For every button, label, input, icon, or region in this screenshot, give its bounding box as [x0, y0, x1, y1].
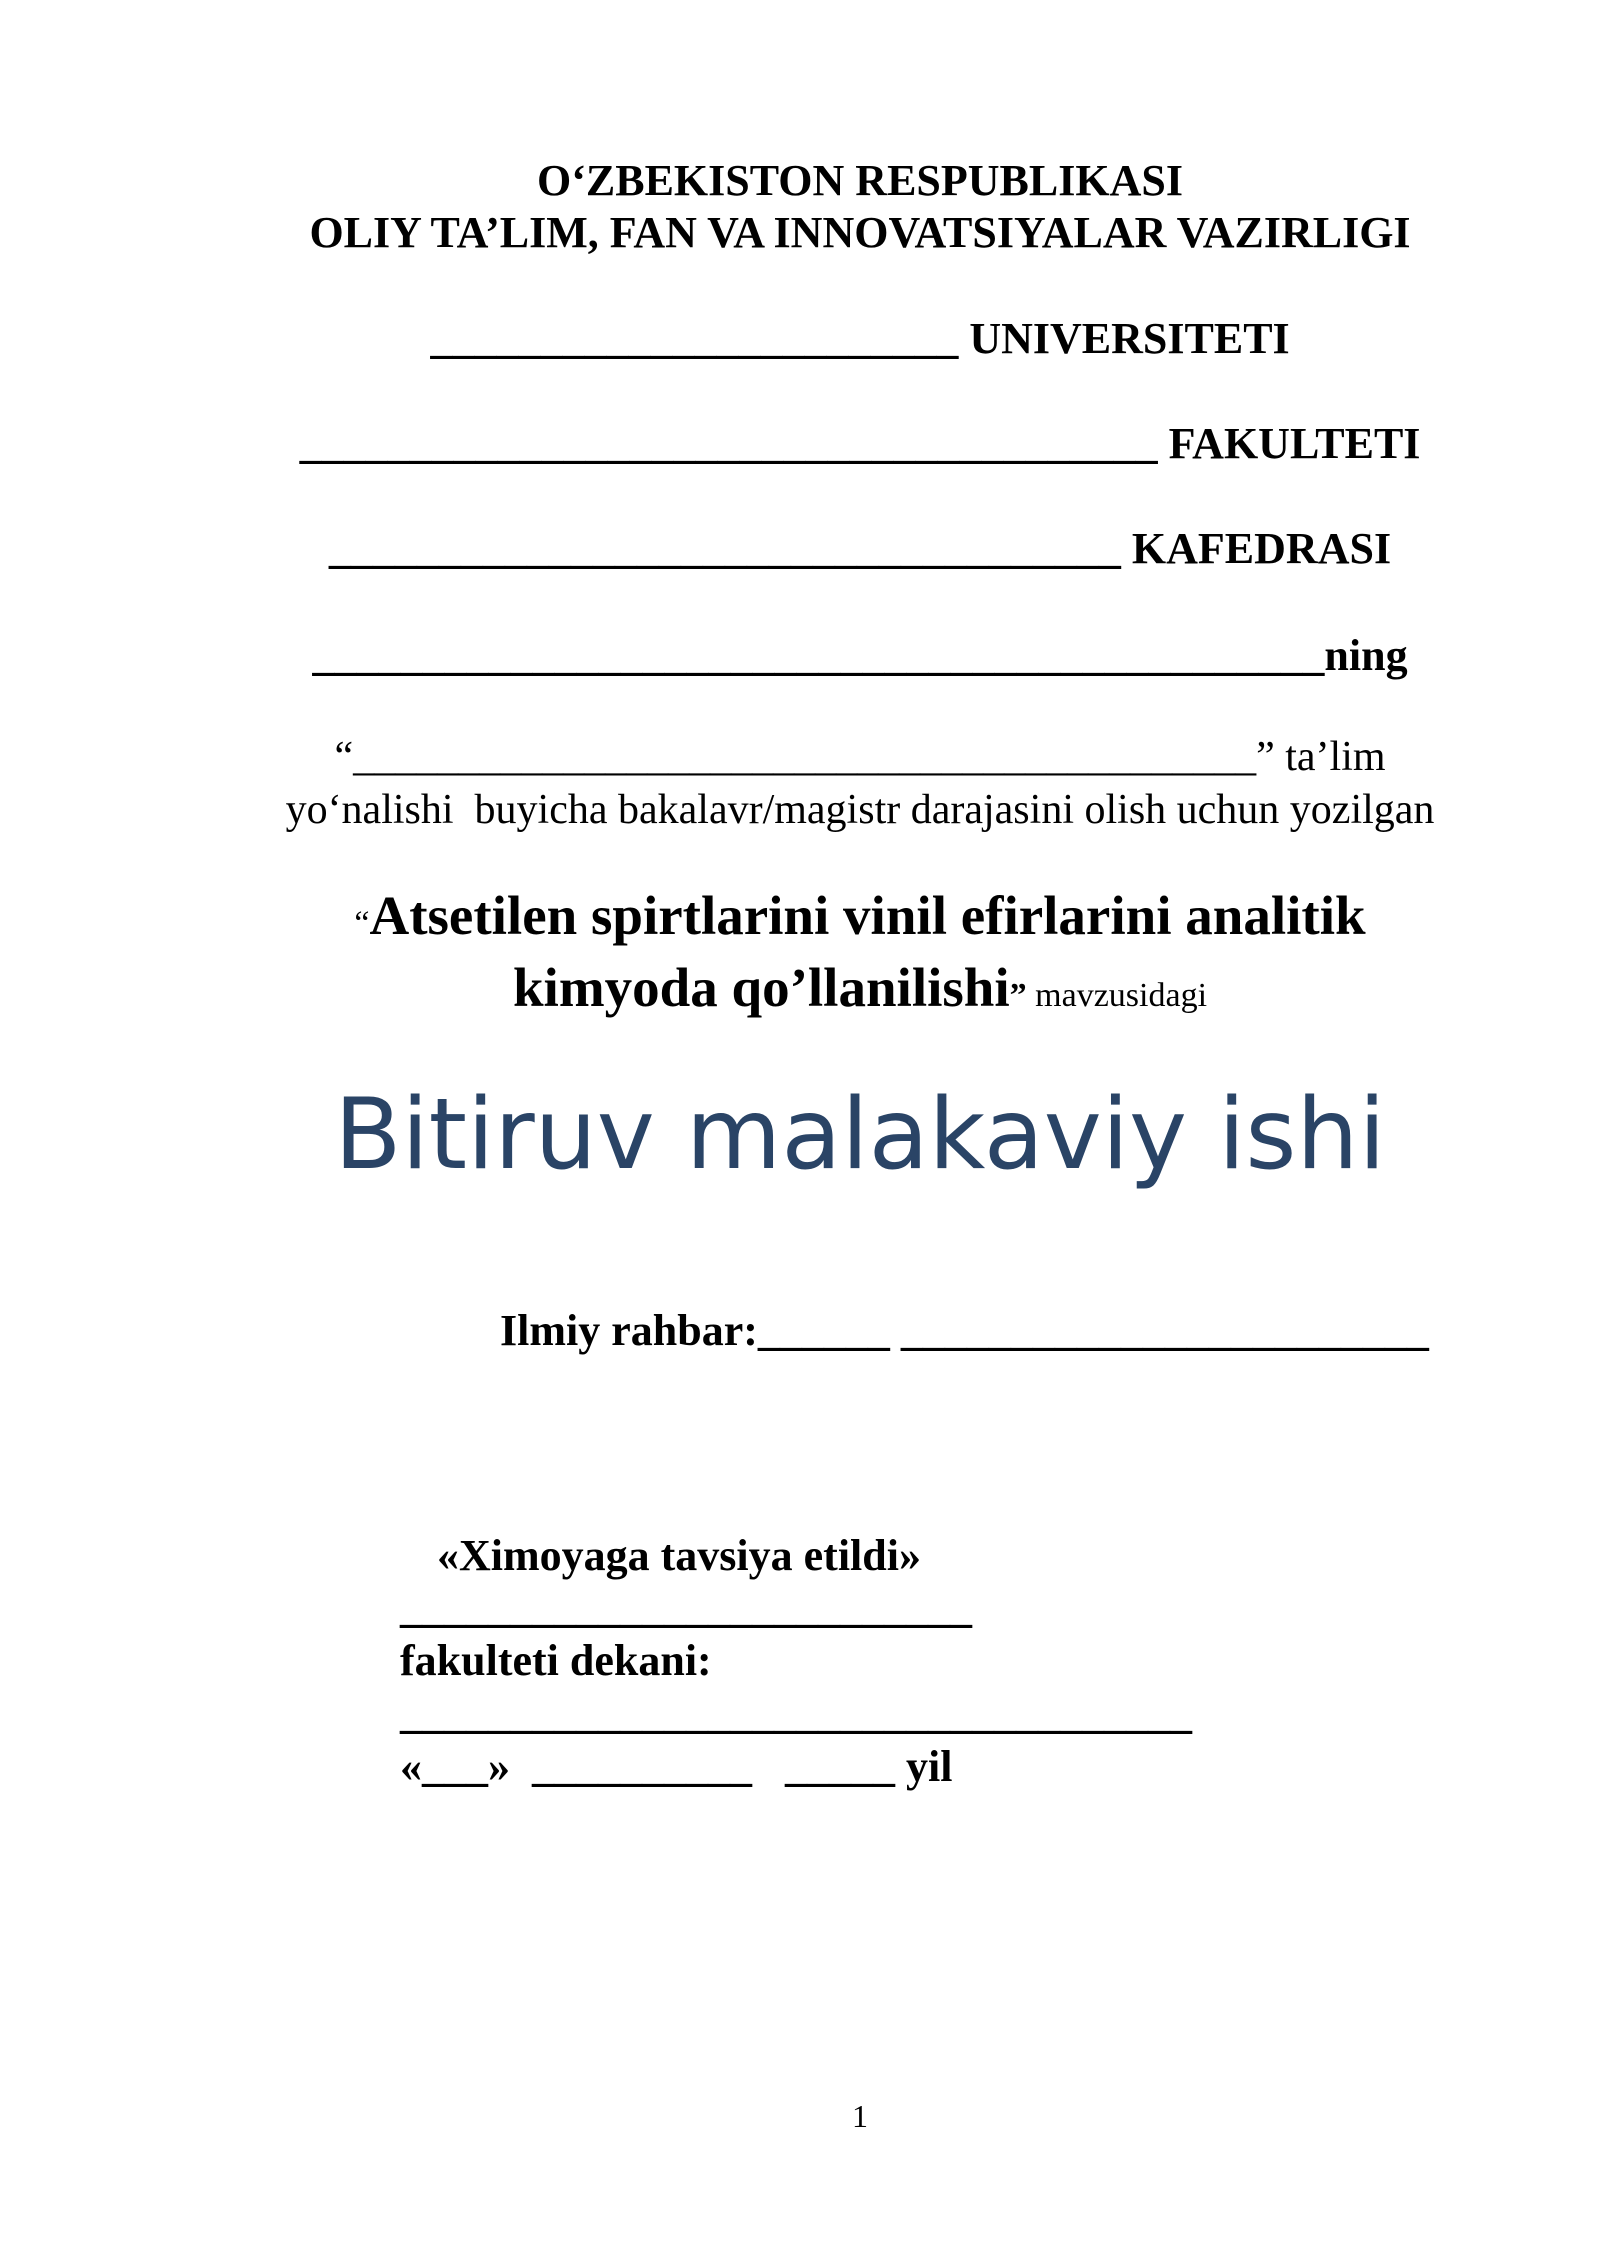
thesis-topic-line-1: [0, 884, 1600, 947]
defense-recommendation: «Ximoyaga tavsiya etildi»: [437, 1531, 921, 1580]
faculty-field: _______________________________________ FAKULTETI: [299, 419, 1421, 468]
topic-text-2: kimyoda qo’llanilishi: [512, 957, 1010, 1018]
ministry-line-2: OLIY TA’LIM, FAN VA INNOVATSIYALAR VAZIRLIGI: [309, 208, 1411, 257]
defense-date-line: «___» __________ _____ yil: [400, 1742, 953, 1791]
work-type-heading: Bitiruv malakaviy ishi: [334, 1078, 1386, 1192]
department-field: ____________________________________ KAFEDRASI: [328, 524, 1392, 573]
page-number: 1: [852, 2098, 868, 2134]
university-field: ________________________ UNIVERSITETI: [430, 314, 1290, 363]
education-direction-line: “___________________________________________” ta’lim: [334, 734, 1386, 780]
degree-purpose-line: yo‘nalishi buyicha bakalavr/magistr darajasini olish uchun yozilgan: [285, 787, 1435, 833]
topic-close-quote: ”: [1009, 977, 1027, 1014]
topic-open-quote: “: [354, 905, 370, 942]
thesis-topic-line-2: [0, 956, 1600, 1019]
topic-text-1: Atsetilen spirtlarini vinil efirlarini analitik: [369, 885, 1366, 946]
student-name-field: ______________________________________________ning: [312, 631, 1408, 680]
supervisor-field: Ilmiy rahbar:______ ________________________: [500, 1306, 1429, 1355]
dean-label: fakulteti dekani:: [400, 1636, 712, 1685]
defense-blank-line-1: __________________________: [400, 1583, 972, 1632]
topic-suffix: mavzusidagi: [1026, 977, 1208, 1014]
defense-blank-line-2: ____________________________________: [400, 1689, 1192, 1738]
ministry-line-1: O‘ZBEKISTON RESPUBLIKASI: [537, 156, 1183, 205]
